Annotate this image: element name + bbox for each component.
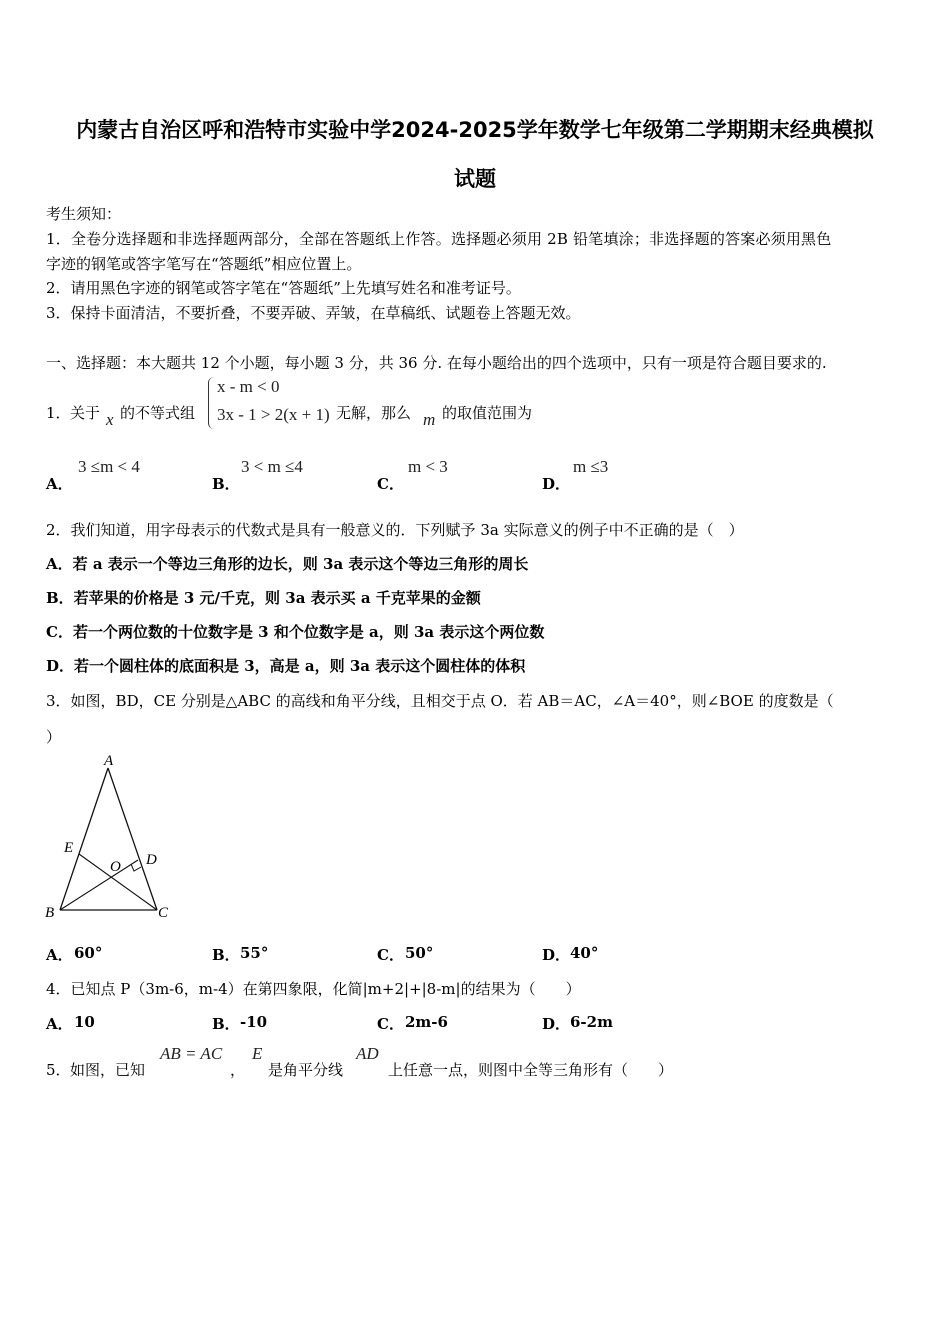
q3-option-d-label: D． — [542, 946, 571, 964]
q3-option-c-label: C． — [377, 946, 404, 964]
q1-text-post: 无解，那么 — [336, 404, 412, 422]
q2-option-c: C．若一个两位数的十位数字是 3 和个位数字是 a，则 3a 表示这个两位数 — [46, 623, 545, 641]
q4-stem: 4．已知点 P（3m-6，m-4）在第四象限，化简|m+2|+|8-m|的结果为（ ） — [46, 980, 581, 998]
side-ac — [108, 768, 157, 910]
q3-option-b-value: 55° — [240, 944, 269, 962]
q4-option-b-label: B． — [212, 1015, 240, 1033]
q1-text-mid: 的不等式组 — [120, 404, 196, 422]
label-o: O — [110, 859, 121, 875]
label-a: A — [104, 753, 114, 769]
q5-text-post: 上任意一点，则图中全等三角形有（ ） — [388, 1061, 674, 1079]
q2-option-b: B．若苹果的价格是 3 元/千克，则 3a 表示买 a 千克苹果的金额 — [46, 589, 481, 607]
q4-option-c-value: 2m-6 — [405, 1013, 448, 1031]
notice-heading: 考生须知： — [46, 205, 122, 223]
notice-item-2: 2．请用黑色字迹的钢笔或答字笔在“答题纸”上先填写姓名和准考证号。 — [46, 279, 521, 297]
q5-text-pre: 如图，已知 — [70, 1061, 146, 1079]
q4-option-c-label: C． — [377, 1015, 404, 1033]
q2-stem: 2．我们知道，用字母表示的代数式是具有一般意义的．下列赋予 3a 实际意义的例子中不正确的是（ ） — [46, 521, 744, 539]
label-e: E — [64, 840, 74, 856]
q1-var-m: m — [423, 410, 436, 429]
q4-option-a-label: A． — [46, 1015, 73, 1033]
q1-inequality-1: x - m < 0 — [217, 377, 280, 396]
q1-option-d-value: m ≤3 — [573, 457, 609, 476]
q1-option-b-value: 3 < m ≤4 — [241, 457, 303, 476]
triangle-figure — [40, 750, 180, 925]
q4-option-a-value: 10 — [74, 1013, 95, 1031]
q1-option-b-label: B． — [212, 475, 240, 493]
q3-stem: 3．如图，BD，CE 分别是△ABC 的高线和角平分线，且相交于点 O．若 AB＝AC，∠A＝40°，则∠BOE 的度数是（ — [46, 692, 834, 710]
altitude-bd — [60, 860, 138, 910]
q1-option-a-label: A． — [46, 475, 73, 493]
side-ab — [60, 768, 108, 910]
q1-option-a-value: 3 ≤m < 4 — [78, 457, 140, 476]
q4-option-d-label: D． — [542, 1015, 571, 1033]
label-c: C — [158, 905, 169, 921]
section-heading: 一、选择题：本大题共 12 个小题，每小题 3 分，共 36 分. 在每小题给出的四个选项中，只有一项是符合题目要求的. — [46, 354, 827, 372]
q3-option-a-value: 60° — [74, 944, 103, 962]
q1-inequality-2: 3x - 1 > 2(x + 1) — [217, 405, 330, 424]
q2-option-d: D．若一个圆柱体的底面积是 3，高是 a，则 3a 表示这个圆柱体的体积 — [46, 657, 526, 675]
q1-number: 1． — [46, 404, 71, 422]
label-b: B — [45, 905, 55, 921]
q1-brace — [208, 377, 216, 429]
q5-comma: ， — [230, 1061, 246, 1079]
notice-item-1: 1．全卷分选择题和非选择题两部分，全部在答题纸上作答。选择题必须用 2B 铅笔填涂；非选择题的答案必须用黑色 — [46, 230, 832, 248]
q3-option-b-label: B． — [212, 946, 240, 964]
q1-option-c-label: C． — [377, 475, 404, 493]
right-angle-mark — [131, 864, 141, 871]
page-title: 内蒙古自治区呼和浩特市实验中学2024-2025学年数学七年级第二学期期末经典模拟 — [76, 118, 874, 142]
q1-var-x: x — [106, 410, 114, 429]
q3-option-d-value: 40° — [570, 944, 599, 962]
q1-text-pre: 关于 — [70, 404, 101, 422]
q4-option-b-value: -10 — [240, 1013, 268, 1031]
q5-var-e: E — [252, 1044, 263, 1063]
q1-option-d-label: D． — [542, 475, 571, 493]
q1-option-c-value: m < 3 — [408, 457, 448, 476]
q4-option-d-value: 6-2m — [570, 1013, 613, 1031]
q3-stem-end: ） — [46, 728, 62, 746]
q5-var-ad: AD — [356, 1044, 379, 1063]
notice-item-1-cont: 字迹的钢笔或答字笔写在“答题纸”相应位置上。 — [46, 255, 362, 273]
q5-number: 5． — [46, 1061, 71, 1079]
label-d: D — [146, 852, 157, 868]
page-title-continued: 试题 — [454, 167, 496, 191]
q3-option-a-label: A． — [46, 946, 73, 964]
q5-text-mid: 是角平分线 — [268, 1061, 344, 1079]
q3-option-c-value: 50° — [405, 944, 434, 962]
q2-option-a: A．若 a 表示一个等边三角形的边长，则 3a 表示这个等边三角形的周长 — [46, 555, 529, 573]
q5-equation: AB = AC — [160, 1044, 223, 1063]
q1-text-end: 的取值范围为 — [442, 404, 533, 422]
notice-item-3: 3．保持卡面清洁，不要折叠，不要弄破、弄皱，在草稿纸、试题卷上答题无效。 — [46, 304, 581, 322]
